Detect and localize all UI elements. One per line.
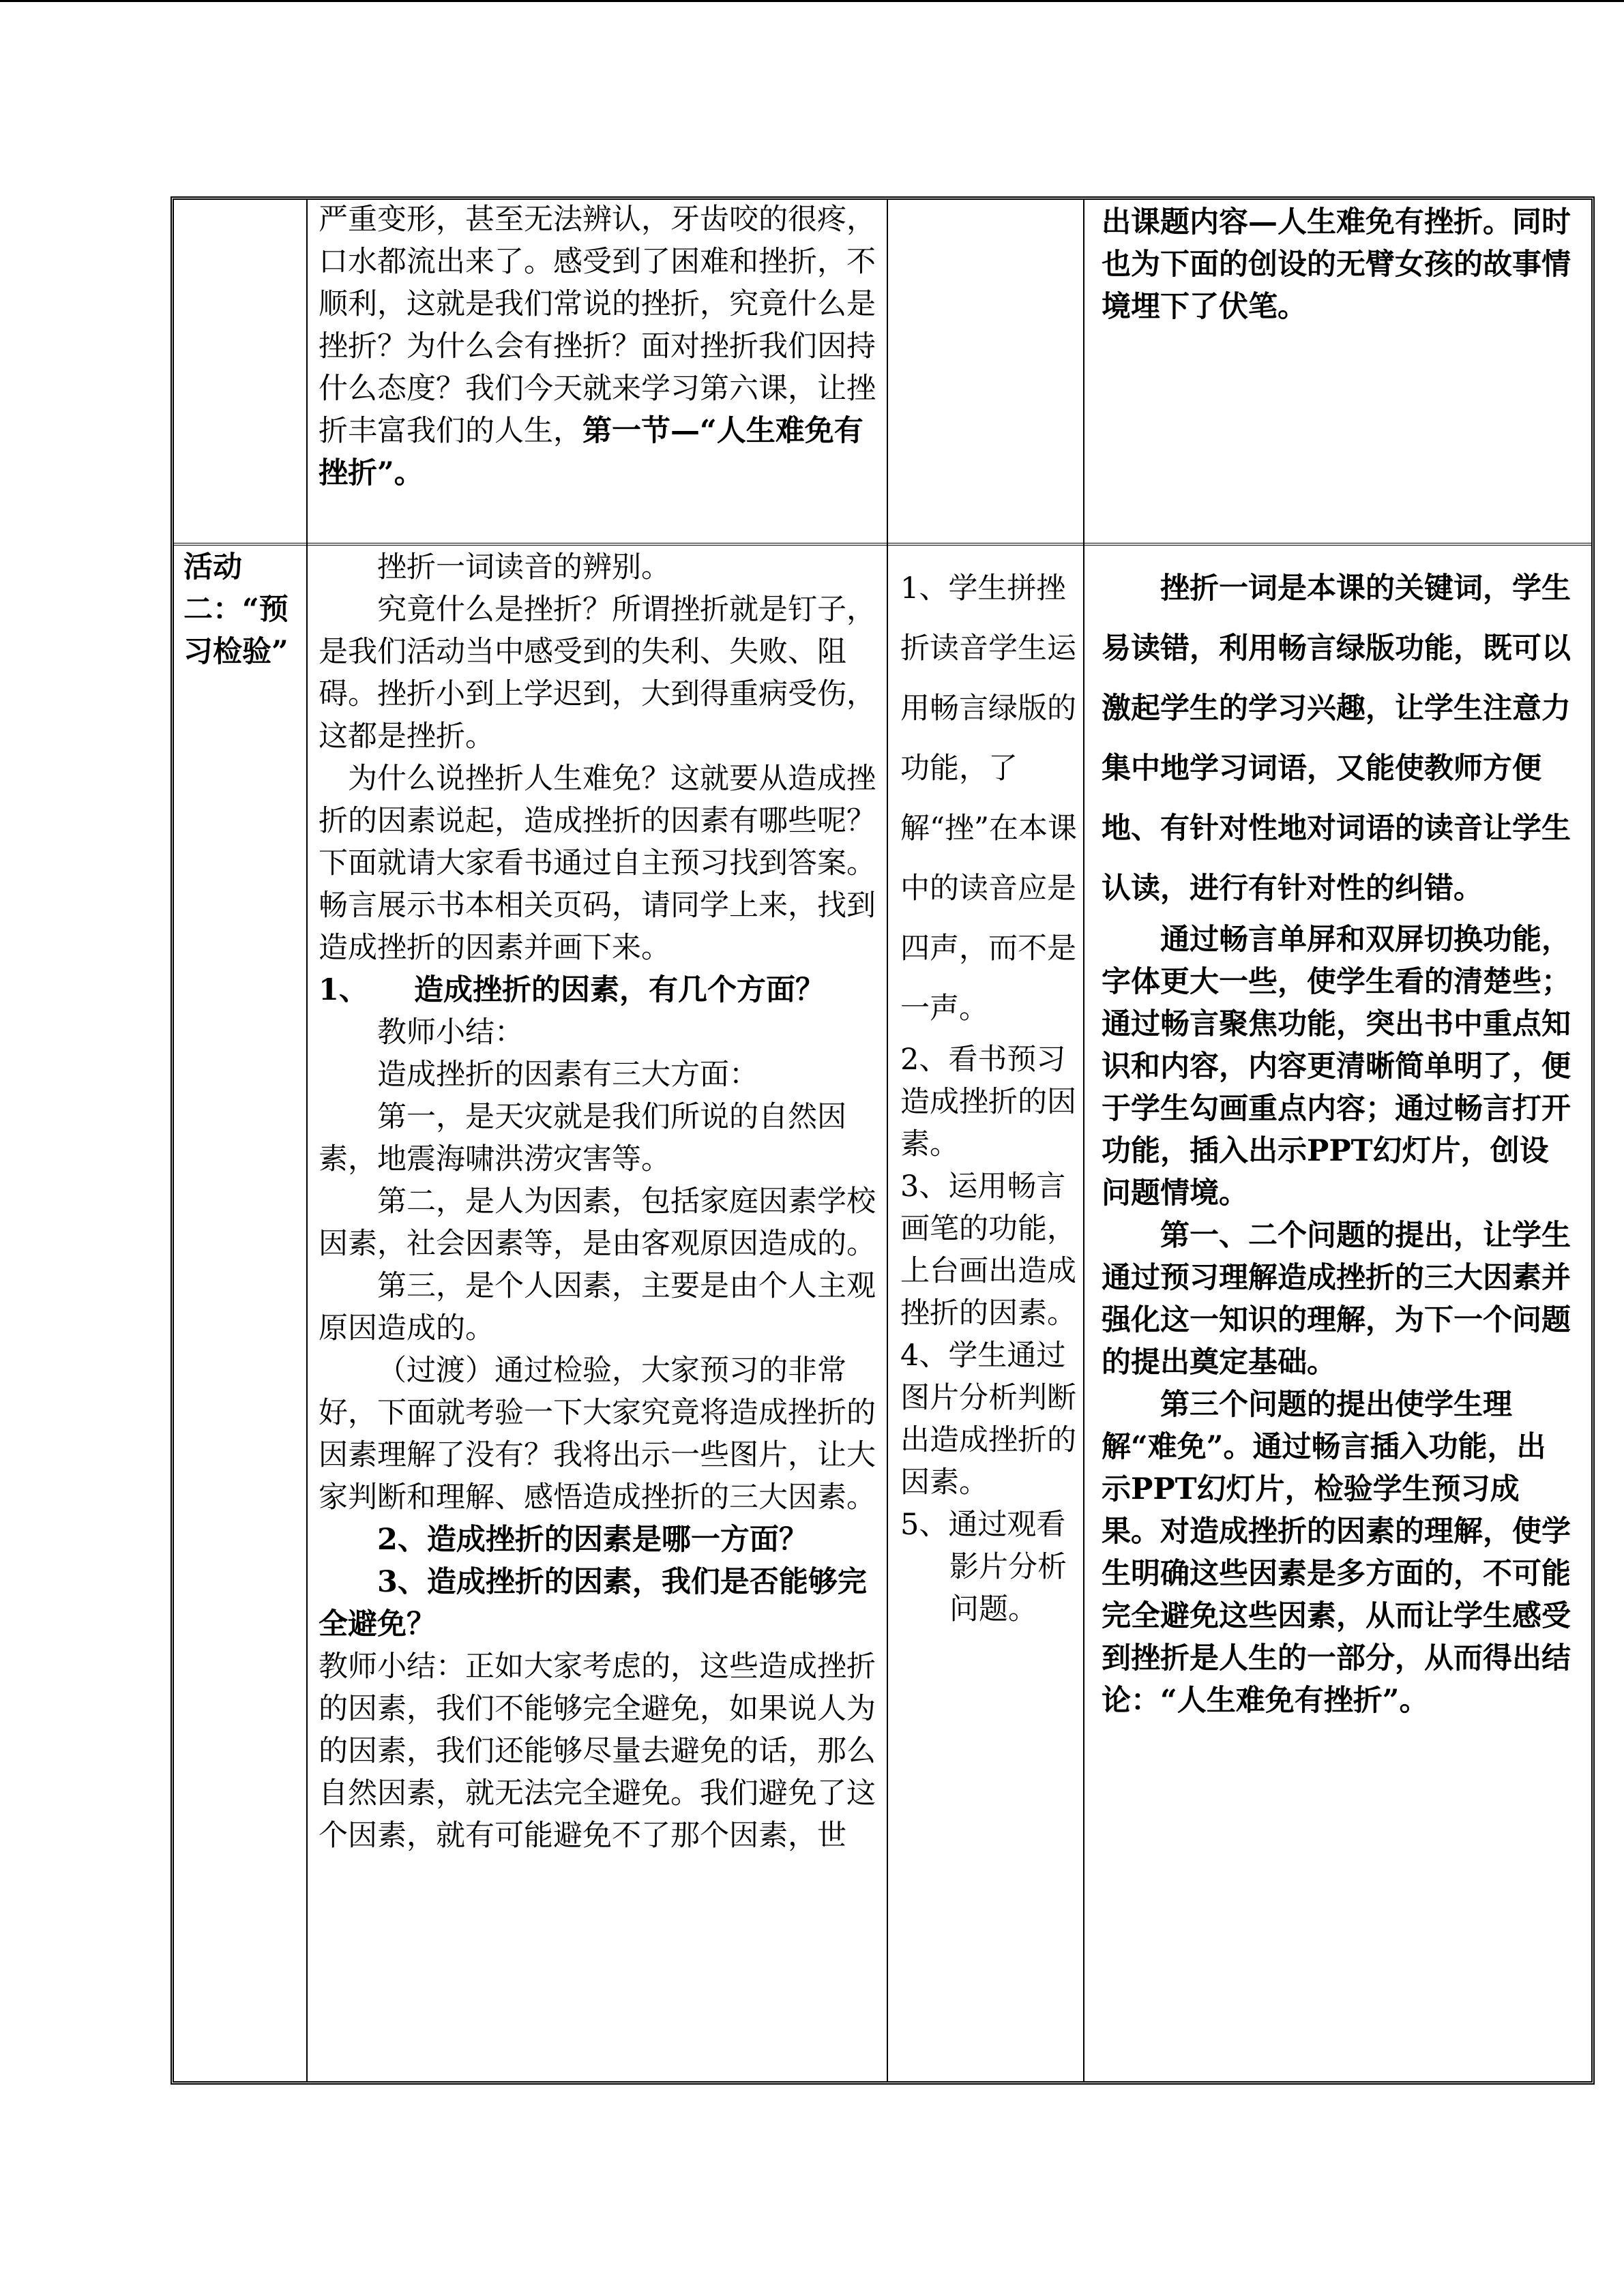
question-3: 3、造成挫折的因素，我们是否能够完全避免？ — [319, 1565, 867, 1641]
question-1 — [319, 969, 876, 1011]
rationale-para-1: 挫折一词是本课的关键词，学生易读错，利用畅言绿版功能，既可以激起学生的学习兴趣，让学生注意力集中地学习词语，又能使教师方便地、有针对性地对词语的读音让学生认读，进行有针对性的纠错。 — [1102, 571, 1571, 906]
teaching-process — [319, 546, 876, 1857]
design-rationale — [1102, 558, 1572, 1722]
question-2: 2、造成挫折的因素是哪一方面？ — [377, 1523, 808, 1557]
lesson-section-title: 第一节—“人生难免有挫折”。 — [319, 414, 863, 490]
design-intent-text: 出课题内容—人生难免有挫折。同时也为下面的创设的无臂女孩的故事情境埋下了伏笔。 — [1102, 205, 1571, 324]
activity-label — [183, 546, 299, 673]
teacher-summary-label: 教师小结： — [377, 1015, 524, 1049]
student-activity-2: 2、看书预习造成挫折的因素。 — [900, 1043, 1076, 1161]
question-1-text: 造成挫折的因素，有几个方面？ — [414, 973, 825, 1007]
teacher-summary-final: 教师小结：正如大家考虑的，这些造成挫折的因素，我们不能够完全避免，如果说人为的因素，我们还能够尽量去避免的话，那么自然因素，就无法完全避免。我们避免了这个因素，就有可能避免不了那个因素，世 — [319, 1650, 876, 1853]
para-factor-natural: 第一，是天灾就是我们所说的自然因素，地震海啸洪涝灾害等。 — [319, 1100, 846, 1176]
para-transition: （过渡）通过检验，大家预习的非常好，下面就考验一下大家究竟将造成挫折的因素理解了没有？我将出示一些图片，让大家判断和理解、感悟造成挫折的三大因素。 — [319, 1354, 876, 1515]
para-definition: 究竟什么是挫折？所谓挫折就是钉子，是我们活动当中感受到的失利、失败、阻碍。挫折小到上学迟到，大到得重病受伤，这都是挫折。 — [319, 593, 876, 754]
column-divider — [306, 200, 308, 2081]
student-activity-4: 4、学生通过图片分析判断出造成挫折的因素。 — [900, 1339, 1076, 1500]
student-activities — [900, 558, 1078, 1630]
column-divider — [1083, 200, 1084, 2081]
student-activity-5: 5、通过观看影片分析问题。 — [900, 1508, 1067, 1626]
lesson-plan-table — [171, 196, 1595, 2085]
para-three-factors: 造成挫折的因素有三大方面： — [377, 1058, 758, 1092]
row1-design-intent — [1102, 201, 1572, 328]
rationale-para-4: 第三个问题的提出使学生理解“难免”。通过畅言插入功能，出示PPT幻灯片，检验学生预习成果。对造成挫折的因素的理解，使学生明确这些因素是多方面的，不可能完全避免这些因素，从而让学生感受到挫折是人生的一部分，从而得出结论：“人生难免有挫折”。 — [1102, 1388, 1571, 1718]
row1-col1-empty — [174, 200, 306, 543]
row1-col3-empty — [888, 200, 1083, 543]
para-factor-human: 第二，是人为因素，包括家庭因素学校因素，社会因素等，是由客观原因造成的。 — [319, 1184, 876, 1261]
rationale-para-2: 通过畅言单屏和双屏切换功能，字体更大一些，使学生看的清楚些；通过畅言聚焦功能，突出书中重点知识和内容，内容更清晰简单明了，便于学生勾画重点内容；通过畅言打开功能，插入出示PPT幻灯片，创设问题情境。 — [1102, 923, 1571, 1210]
row-divider — [174, 543, 1591, 546]
activity-title: 活动二：“预习检验” — [183, 550, 289, 669]
top-border-line — [0, 0, 1624, 2]
intro-text-normal: 严重变形，甚至无法辨认，牙齿咬的很疼，口水都流出来了。感受到了困难和挫折，不顺利，这就是我们常说的挫折，究竟什么是挫折？为什么会有挫折？面对挫折我们因持什么态度？我们今天就来学习第六课，让挫折丰富我们的人生， — [319, 203, 876, 448]
para-why-unavoidable: 为什么说挫折人生难免？这就要从造成挫折的因素说起，造成挫折的因素有哪些呢？下面就请大家看书通过自主预习找到答案。畅言展示书本相关页码，请同学上来，找到造成挫折的因素并画下来。 — [319, 762, 876, 965]
para-factor-personal: 第三，是个人因素，主要是由个人主观原因造成的。 — [319, 1269, 876, 1345]
rationale-para-3: 第一、二个问题的提出，让学生通过预习理解造成挫折的三大因素并强化这一知识的理解，为下一个问题的提出奠定基础。 — [1102, 1219, 1571, 1380]
question-1-number: 1、 — [319, 973, 368, 1007]
row1-intro-text — [319, 198, 876, 494]
para-pronunciation: 挫折一词读音的辨别。 — [377, 550, 670, 584]
student-activity-1: 1、学生拼挫折读音学生运用畅言绿版的功能，了解“挫”在本课中的读音应是四声，而不是一声。 — [900, 571, 1077, 1026]
student-activity-3: 3、运用畅言画笔的功能，上台画出造成挫折的因素。 — [900, 1169, 1076, 1330]
